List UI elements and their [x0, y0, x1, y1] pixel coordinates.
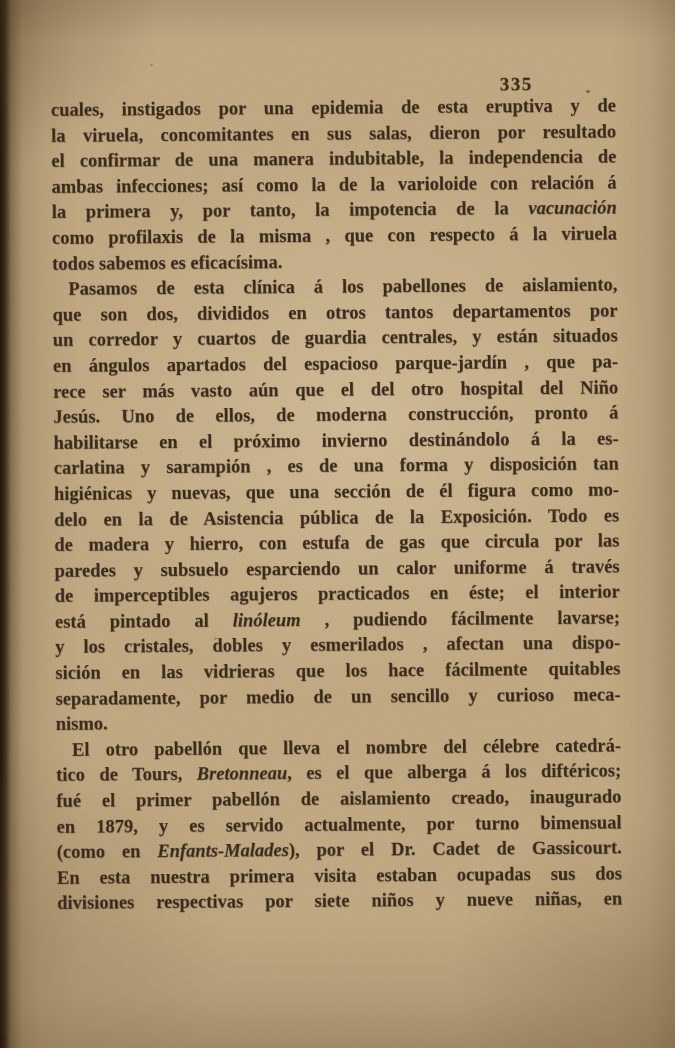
page-text-block: [51, 94, 622, 917]
text-segment: Pasamos de esta clínica á los pabellones de aislamiento,: [68, 275, 618, 300]
text-segment: cuales, instigados por una epidemia de esta eruptiva y de: [50, 96, 617, 121]
text-line: [56, 785, 621, 815]
text-segment: ), por el Dr. Cadet de Gassicourt.: [288, 838, 622, 862]
text-segment: un corredor y cuartos de guardia centrales, y están situados: [52, 326, 618, 352]
text-line: [55, 683, 620, 713]
text-segment: , es el que alberga á los diftéricos;: [287, 761, 622, 785]
text-segment: , pudiendo fácilmente lavarse;: [300, 608, 621, 631]
text-line: [53, 402, 618, 432]
text-line: [55, 658, 620, 688]
text-segment: como profilaxis de la misma , que con respecto á la viruela: [51, 224, 618, 249]
text-segment: paredes y subsuelo esparciendo un calor uniforme á través: [54, 557, 620, 582]
paragraph: [56, 734, 622, 918]
text-segment: carlatina y sarampión , es de una forma y disposición tan: [53, 454, 619, 480]
paragraph: [52, 274, 621, 739]
italic-text: linóleum: [232, 610, 301, 632]
text-segment: separadamente, por medio de un sencillo y curioso meca-: [55, 685, 621, 710]
text-segment: que son dos, divididos en otros tantos departamentos por: [52, 301, 618, 326]
text-segment: la primera y, por tanto, la impotencia de la: [51, 199, 529, 224]
text-segment: está pintado al: [54, 611, 233, 633]
text-line: [57, 888, 622, 918]
text-segment: (como en: [56, 842, 158, 864]
text-segment: la viruela, concomitantes en sus salas, dieron por resultado: [51, 122, 617, 147]
page-number: 335: [499, 74, 533, 96]
text-segment: ambas infecciones; así como la de la varioloide con relación á: [51, 173, 617, 198]
text-segment: tico de Tours,: [56, 765, 197, 787]
text-line: [54, 530, 619, 560]
text-segment: fué el primer pabellón de aislamiento creado, inaugurado: [56, 787, 622, 812]
text-segment: El otro pabellón que lleva el nombre del célebre catedrá-: [71, 736, 622, 761]
text-segment: delo en la de Asistencia pública de la Exposición. Todo es: [54, 505, 620, 531]
text-segment: todos sabemos es eficacísima.: [52, 252, 283, 275]
text-line: [52, 222, 617, 252]
text-segment: y los cristales, dobles y esmerilados , afectan una dispo-: [55, 633, 621, 659]
paragraph: [51, 94, 617, 278]
text-segment: divisiones respectivas por siete niños y nueve niñas, en: [57, 889, 623, 915]
text-segment: en 1879, y es servido actualmente, por turno bimensual: [56, 813, 622, 838]
italic-text: Bretonneau: [196, 764, 288, 786]
text-line: [51, 94, 616, 124]
text-segment: sición en las vidrieras que los hace fácilmente quitables: [55, 659, 621, 684]
text-segment: rece ser más vasto aún que el del otro hospital del Niño: [53, 377, 619, 403]
text-segment: de madera y hierro, con estufa de gas que circula por las: [54, 531, 620, 556]
text-segment: nismo.: [55, 714, 108, 736]
text-segment: habilitarse en el próximo invierno destinándolo á la es-: [53, 429, 619, 454]
italic-text: Enfants-Malades: [157, 841, 289, 863]
text-line: [54, 478, 619, 508]
text-segment: el confirmar de una manera indubitable, la independencia de: [51, 147, 617, 173]
text-segment: En esta nuestra primera visita estaban ocupadas sus dos: [56, 864, 623, 889]
text-segment: de imperceptibles agujeros practicados en éste; el interior: [54, 582, 620, 608]
text-line: [53, 350, 618, 380]
text-segment: Jesús. Uno de ellos, de moderna construcción, pronto á: [53, 403, 619, 429]
text-segment: en ángulos apartados del espacioso parque-jardín , que pa-: [52, 352, 619, 377]
italic-text: vacunación: [528, 198, 617, 220]
text-segment: higiénicas y nuevas, que una sección de él figura como mo-: [53, 480, 620, 505]
